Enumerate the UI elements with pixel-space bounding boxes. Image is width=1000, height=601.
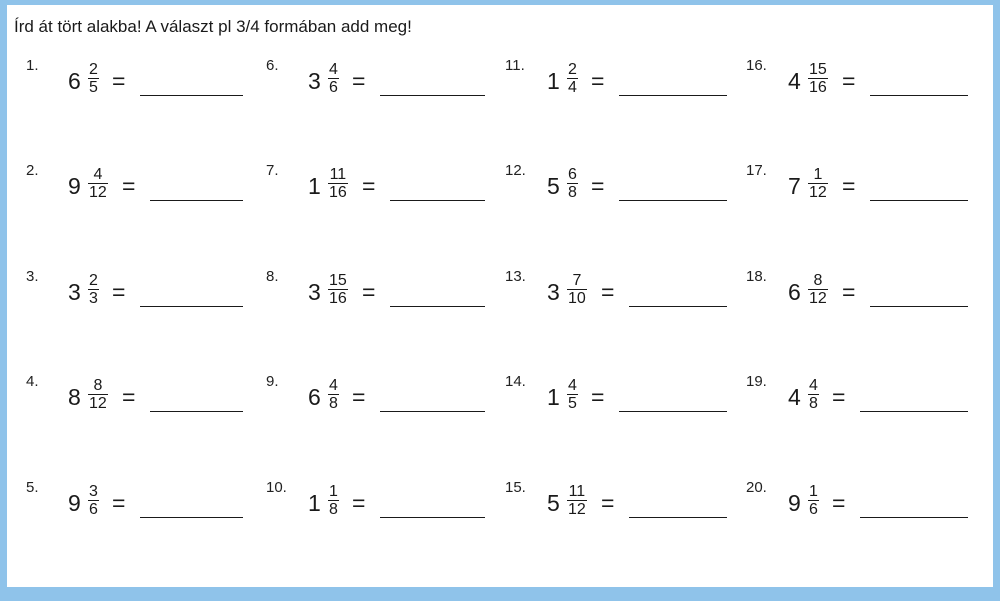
fraction (567, 483, 587, 518)
denominator: 8 (809, 395, 818, 412)
whole-number: 3 (547, 279, 560, 305)
exercise-number: 20. (746, 479, 767, 496)
answer-blank[interactable] (629, 306, 727, 307)
whole-number: 4 (788, 68, 801, 94)
fraction (808, 483, 819, 518)
equals-sign: = (112, 490, 126, 516)
exercise-number: 17. (746, 162, 767, 179)
exercise-9 (266, 373, 485, 433)
whole-number: 9 (68, 490, 81, 516)
exercise-number: 9. (266, 373, 279, 390)
numerator: 2 (89, 272, 98, 289)
exercise-8 (266, 268, 485, 328)
fraction (808, 61, 828, 96)
equals-sign: = (352, 384, 366, 410)
exercise-number: 12. (505, 162, 526, 179)
denominator: 12 (809, 184, 827, 201)
numerator: 15 (329, 272, 347, 289)
fraction (88, 272, 99, 307)
exercise-5 (26, 479, 243, 539)
exercise-number: 19. (746, 373, 767, 390)
fraction (88, 166, 108, 201)
exercise-19 (746, 373, 968, 433)
numerator: 11 (329, 166, 347, 183)
denominator: 8 (568, 184, 577, 201)
whole-number: 5 (547, 490, 560, 516)
answer-blank[interactable] (140, 95, 243, 96)
whole-number: 9 (788, 490, 801, 516)
answer-blank[interactable] (860, 411, 968, 412)
whole-number: 8 (68, 384, 81, 410)
exercise-16 (746, 57, 968, 117)
numerator: 1 (809, 483, 818, 500)
fraction (328, 377, 339, 412)
answer-blank[interactable] (150, 200, 243, 201)
whole-number: 5 (547, 173, 560, 199)
equals-sign: = (112, 279, 126, 305)
answer-blank[interactable] (619, 411, 727, 412)
fraction (328, 272, 348, 307)
fraction (88, 61, 99, 96)
denominator: 12 (568, 501, 586, 518)
answer-blank[interactable] (629, 517, 727, 518)
answer-blank[interactable] (140, 517, 243, 518)
exercise-number: 10. (266, 479, 287, 496)
exercise-number: 4. (26, 373, 39, 390)
exercise-number: 3. (26, 268, 39, 285)
answer-blank[interactable] (380, 517, 485, 518)
exercise-17 (746, 162, 968, 222)
whole-number: 6 (788, 279, 801, 305)
numerator: 2 (89, 61, 98, 78)
numerator: 4 (93, 166, 103, 183)
fraction (328, 483, 339, 518)
exercise-15 (505, 479, 727, 539)
fraction (567, 166, 578, 201)
exercise-number: 18. (746, 268, 767, 285)
denominator: 16 (809, 79, 827, 96)
numerator: 1 (813, 166, 823, 183)
denominator: 12 (89, 184, 107, 201)
fraction (808, 272, 828, 307)
equals-sign: = (591, 384, 605, 410)
whole-number: 7 (788, 173, 801, 199)
exercise-7 (266, 162, 485, 222)
numerator: 8 (93, 377, 103, 394)
instruction-text: Írd át tört alakba! A választ pl 3/4 formában add meg! (14, 17, 412, 36)
exercise-number: 6. (266, 57, 279, 74)
whole-number: 4 (788, 384, 801, 410)
answer-blank[interactable] (870, 306, 968, 307)
numerator: 8 (813, 272, 823, 289)
exercise-number: 15. (505, 479, 526, 496)
fraction (567, 377, 578, 412)
exercise-3 (26, 268, 243, 328)
exercise-1 (26, 57, 243, 117)
exercise-4 (26, 373, 243, 433)
exercise-13 (505, 268, 727, 328)
numerator: 4 (329, 377, 338, 394)
denominator: 10 (568, 290, 586, 307)
answer-blank[interactable] (140, 306, 243, 307)
exercise-20 (746, 479, 968, 539)
exercise-number: 7. (266, 162, 279, 179)
equals-sign: = (601, 490, 615, 516)
numerator: 4 (809, 377, 818, 394)
equals-sign: = (362, 279, 376, 305)
equals-sign: = (591, 68, 605, 94)
whole-number: 3 (68, 279, 81, 305)
denominator: 6 (329, 79, 338, 96)
exercise-number: 14. (505, 373, 526, 390)
whole-number: 9 (68, 173, 81, 199)
equals-sign: = (112, 68, 126, 94)
numerator: 4 (329, 61, 338, 78)
bottom-border (7, 588, 993, 592)
equals-sign: = (842, 68, 856, 94)
answer-blank[interactable] (870, 95, 968, 96)
whole-number: 1 (308, 490, 321, 516)
exercise-6 (266, 57, 485, 117)
fraction (88, 377, 108, 412)
equals-sign: = (842, 279, 856, 305)
exercise-11 (505, 57, 727, 117)
numerator: 6 (568, 166, 577, 183)
numerator: 15 (809, 61, 827, 78)
denominator: 6 (809, 501, 818, 518)
equals-sign: = (362, 173, 376, 199)
exercise-18 (746, 268, 968, 328)
numerator: 11 (568, 483, 586, 500)
numerator: 2 (568, 61, 577, 78)
equals-sign: = (591, 173, 605, 199)
numerator: 3 (89, 483, 98, 500)
denominator: 5 (89, 79, 98, 96)
answer-blank[interactable] (390, 200, 485, 201)
denominator: 6 (89, 501, 98, 518)
whole-number: 3 (308, 279, 321, 305)
equals-sign: = (352, 68, 366, 94)
fraction (567, 61, 578, 96)
exercise-12 (505, 162, 727, 222)
exercise-number: 16. (746, 57, 767, 74)
exercise-number: 13. (505, 268, 526, 285)
fraction (328, 166, 348, 201)
denominator: 3 (89, 290, 98, 307)
answer-blank[interactable] (619, 95, 727, 96)
equals-sign: = (832, 490, 846, 516)
whole-number: 6 (68, 68, 81, 94)
answer-blank[interactable] (619, 200, 727, 201)
numerator: 1 (329, 483, 338, 500)
denominator: 12 (89, 395, 107, 412)
exercise-10 (266, 479, 485, 539)
denominator: 16 (329, 184, 347, 201)
exercise-2 (26, 162, 243, 222)
exercise-number: 5. (26, 479, 39, 496)
whole-number: 6 (308, 384, 321, 410)
denominator: 4 (568, 79, 577, 96)
answer-blank[interactable] (150, 411, 243, 412)
equals-sign: = (352, 490, 366, 516)
fraction (88, 483, 99, 518)
whole-number: 1 (308, 173, 321, 199)
fraction (567, 272, 587, 307)
fraction (808, 166, 828, 201)
denominator: 8 (329, 395, 338, 412)
answer-blank[interactable] (860, 517, 968, 518)
exercise-number: 8. (266, 268, 279, 285)
denominator: 16 (329, 290, 347, 307)
answer-blank[interactable] (390, 306, 485, 307)
exercise-14 (505, 373, 727, 433)
denominator: 12 (809, 290, 827, 307)
numerator: 7 (572, 272, 582, 289)
numerator: 4 (568, 377, 577, 394)
exercise-number: 11. (505, 57, 525, 74)
equals-sign: = (122, 173, 136, 199)
equals-sign: = (842, 173, 856, 199)
answer-blank[interactable] (870, 200, 968, 201)
denominator: 5 (568, 395, 577, 412)
exercise-number: 2. (26, 162, 39, 179)
answer-blank[interactable] (380, 411, 485, 412)
equals-sign: = (122, 384, 136, 410)
exercise-number: 1. (26, 57, 39, 74)
denominator: 8 (329, 501, 338, 518)
fraction (808, 377, 819, 412)
whole-number: 3 (308, 68, 321, 94)
answer-blank[interactable] (380, 95, 485, 96)
equals-sign: = (832, 384, 846, 410)
whole-number: 1 (547, 68, 560, 94)
whole-number: 1 (547, 384, 560, 410)
fraction (328, 61, 339, 96)
equals-sign: = (601, 279, 615, 305)
